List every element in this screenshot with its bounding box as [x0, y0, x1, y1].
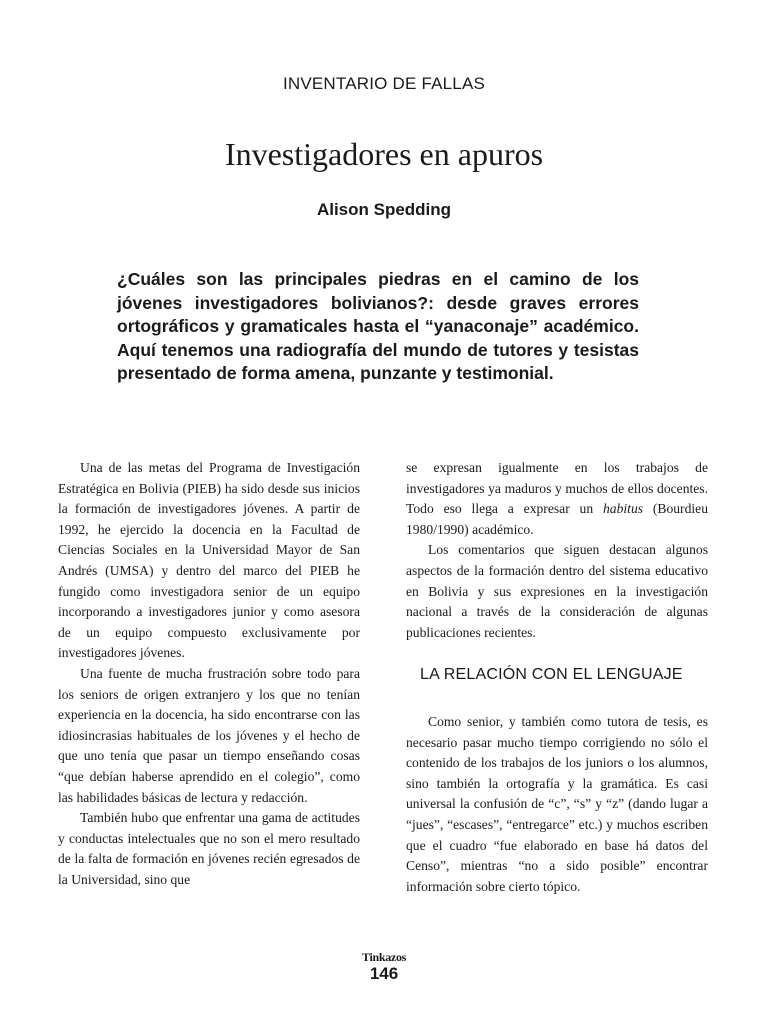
paragraph: Los comentarios que siguen destacan algunos aspectos de la formación dentro del sistema educativo en Bolivia y sus expresiones en la investigación nacional a través de la consideración de algunas publicaciones recientes. — [406, 542, 708, 640]
text-run: se expresan igualmente en los trabajos de investigadores ya maduros y muchos de ellos docentes. Todo eso llega a expresar un — [406, 460, 708, 517]
abstract: ¿Cuáles son las principales piedras en el camino de los jóvenes investigadores bolivianos?: desde graves errores ortográficos y gramaticales hasta el “yanaconaje” académico. Aquí tenemos una radiografía del mundo de tutores y tesistas presentado de forma amena, punzante y testimonial. — [117, 269, 639, 383]
paragraph: Como senior, y también como tutora de tesis, es necesario pasar mucho tiempo corrigiendo no sólo el contenido de los trabajos de los juniors o los alumnos, sino también la ortografía y la gramática. Es casi universal la confusión de “c”, “s” y “z” (dando lugar a “jues”, “escases”, “entregarce” etc.) y muchos escriben que el cuadro “fue elaborado en base há datos del Censo”, mientras “no a sido posible” encontrar información sobre cierto tópico. — [406, 713, 708, 894]
text-run: (Bourdieu 1980/1990) académico. — [406, 501, 708, 537]
page-footer — [0, 950, 768, 984]
paragraph-continued — [406, 458, 708, 540]
page-number: 146 — [369, 964, 399, 983]
right-column — [406, 458, 708, 897]
paragraph: Una de las metas del Programa de Investigación Estratégica en Bolivia (PIEB) ha sido desde sus inicios la formación de investigadores jóvenes. A partir de 1992, he ejercido la docencia en la Facultad de Ciencias Sociales en la Universidad Mayor de San Andrés (UMSA) y dentro del marco del PIEB he fungido como investigadora senior de un equipo incorporando a investigadores junior y como asesora de un equipo compuesto exclusivamente por investigadores jóvenes. — [58, 460, 360, 661]
paragraph: Una fuente de mucha frustración sobre todo para los seniors de origen extranjero y los que no tenían experiencia en la docencia, ha sido encontrarse con las idiosincrasias habituales de los jóvenes y el hecho de que uno tenía que pasar un tiempo enseñando cosas “que debían haberse aprendido en el colegio”, como las habilidades básicas de lectura y redacción. — [58, 665, 360, 805]
author-name: Alison Spedding — [316, 200, 452, 219]
paragraph: También hubo que enfrentar una gama de actitudes y conductas intelectuales que no son el mero resultado de la falta de formación en jóvenes recién egresados de la Universidad, sino que — [58, 810, 360, 887]
journal-name: Tinkazos — [361, 950, 407, 964]
left-column — [58, 458, 360, 890]
section-subheading: LA RELACIÓN CON EL LENGUAJE — [420, 666, 683, 684]
emphasis-habitus: habitus — [603, 501, 644, 517]
section-label: INVENTARIO DE FALLAS — [282, 74, 486, 93]
article-title: Investigadores en apuros — [224, 136, 544, 172]
